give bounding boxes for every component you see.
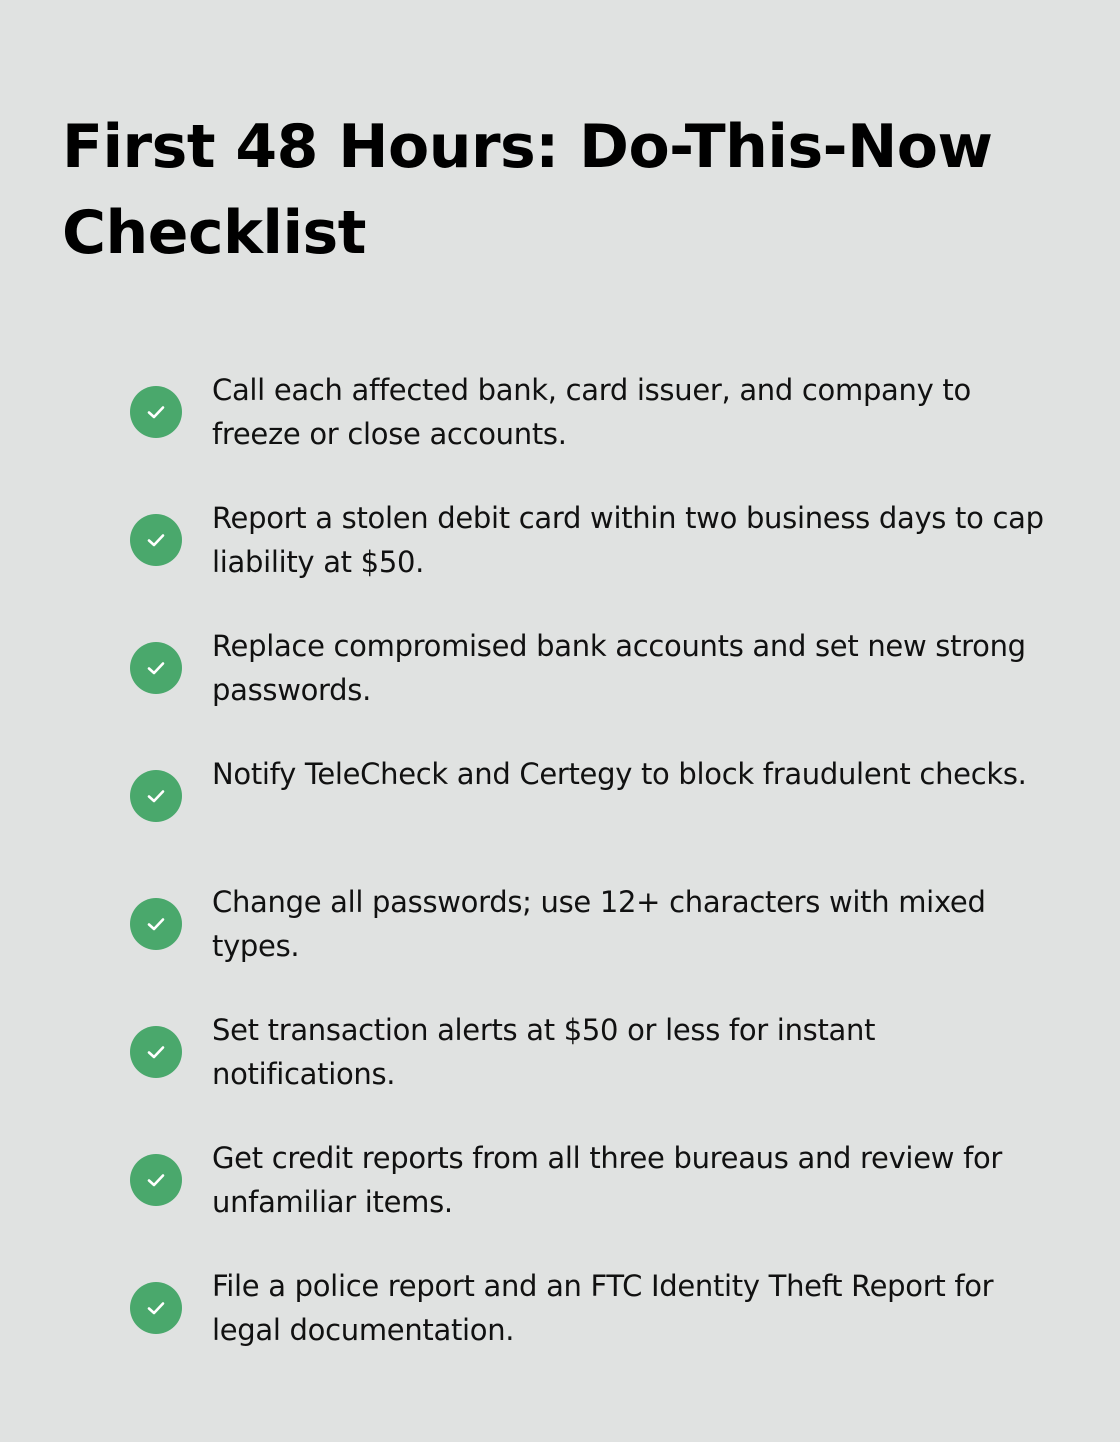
checklist-item-text: Report a stolen debit card within two business days to cap liability at $50. xyxy=(212,501,1044,579)
checklist-item-text: Set transaction alerts at $50 or less for instant notifications. xyxy=(212,1013,876,1091)
checklist-item xyxy=(130,368,1060,496)
checklist-item-text: File a police report and an FTC Identity Theft Report for legal documentation. xyxy=(212,1269,994,1347)
check-icon xyxy=(130,1282,182,1334)
check-icon xyxy=(130,898,182,950)
checklist xyxy=(130,368,1060,1392)
checklist-item-text: Notify TeleCheck and Certegy to block fraudulent checks. xyxy=(212,757,1027,791)
check-icon xyxy=(130,1154,182,1206)
checklist-item-text: Replace compromised bank accounts and set new strong passwords. xyxy=(212,629,1026,707)
check-icon xyxy=(130,770,182,822)
checklist-item xyxy=(130,624,1060,752)
checklist-item xyxy=(130,880,1060,1008)
checklist-item xyxy=(130,752,1060,880)
checklist-item-text: Change all passwords; use 12+ characters with mixed types. xyxy=(212,885,986,963)
checklist-item xyxy=(130,1008,1060,1136)
check-icon xyxy=(130,386,182,438)
checklist-item-text: Get credit reports from all three bureaus and review for unfamiliar items. xyxy=(212,1141,1003,1219)
checklist-item-text: Call each affected bank, card issuer, and company to freeze or close accounts. xyxy=(212,373,971,451)
check-icon xyxy=(130,514,182,566)
check-icon xyxy=(130,642,182,694)
checklist-item xyxy=(130,1264,1060,1392)
checklist-item xyxy=(130,1136,1060,1264)
check-icon xyxy=(130,1026,182,1078)
checklist-item xyxy=(130,496,1060,624)
page-title: First 48 Hours: Do-This-Now Checklist xyxy=(62,112,993,268)
